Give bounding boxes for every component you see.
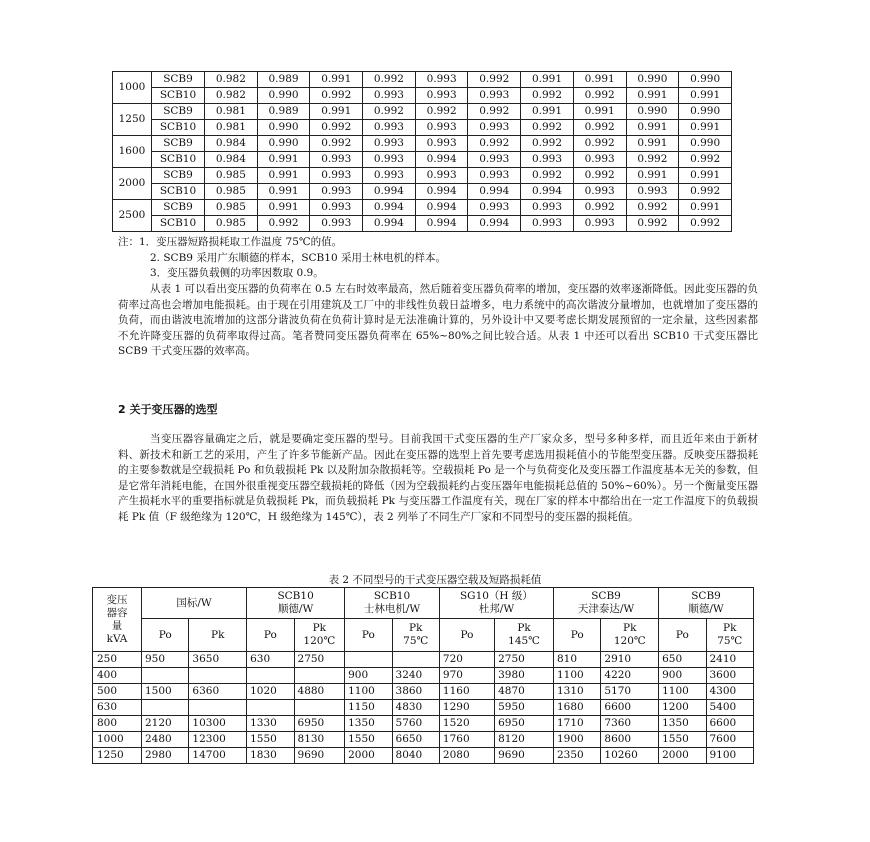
loss-value-cell: 2000	[659, 748, 706, 764]
capacity-cell: 1250	[113, 104, 152, 136]
loss-value-cell: 14700	[189, 748, 247, 764]
efficiency-value-cell: 0.992	[468, 72, 521, 88]
model-cell: SCB10	[152, 216, 205, 232]
loss-value-cell: 2410	[706, 652, 754, 668]
efficiency-value-cell: 0.991	[679, 168, 732, 184]
efficiency-value-cell: 0.982	[205, 72, 258, 88]
loss-value-cell: 3980	[495, 668, 554, 684]
pk-header-cell	[601, 619, 659, 652]
loss-value-cell: 12300	[189, 732, 247, 748]
efficiency-value-cell: 0.990	[626, 72, 679, 88]
efficiency-value-cell: 0.993	[363, 152, 416, 168]
efficiency-value-cell: 0.992	[415, 104, 468, 120]
po-header-cell: Po	[142, 619, 189, 652]
efficiency-value-cell: 0.992	[679, 216, 732, 232]
loss-value-cell: 650	[659, 652, 706, 668]
loss-value-cell: 2080	[439, 748, 494, 764]
efficiency-value-cell: 0.994	[468, 184, 521, 200]
efficiency-value-cell: 0.985	[205, 200, 258, 216]
loss-value-cell	[142, 700, 189, 716]
loss-value-cell: 1830	[247, 748, 294, 764]
model-cell: SCB10	[152, 120, 205, 136]
efficiency-value-cell: 0.994	[521, 184, 574, 200]
loss-value-cell: 1100	[553, 668, 600, 684]
loss-value-cell: 4220	[601, 668, 659, 684]
efficiency-value-cell: 0.992	[573, 120, 626, 136]
po-header-cell: Po	[553, 619, 600, 652]
loss-value-cell	[294, 700, 345, 716]
efficiency-value-cell: 0.994	[415, 200, 468, 216]
paragraph-load-rate: 从表 1 可以看出变压器的负荷率在 0.5 左右时效率最高，然后随着变压器负荷率的增加，变压器的效率逐渐降低。因此变压器的负荷率过高也会增加电能损耗。由于现在引用建筑及工厂中的非线性负载日益增多，电力系统中的高次谐波分量增加，也就增加了变压器的负荷，而由谐波电流增加的这部分谐波负荷在负荷计算时是无法准确计算的，另外设计中又要考虑长期发展预留的一定余量，这些因素都不允许降变压器的负荷率取得过高。笔者赞同变压器负荷率在 65%~80%之间比较合适。从表 1 中还可以看出 SCB10 干式变压器比 SCB9 干式变压器的效率高。	[118, 283, 758, 358]
loss-value-cell: 5170	[601, 684, 659, 700]
efficiency-value-cell: 0.993	[573, 152, 626, 168]
loss-value-cell	[392, 652, 439, 668]
table2-caption: 表 2 不同型号的干式变压器空载及短路损耗值	[328, 574, 542, 586]
loss-value-cell: 1020	[247, 684, 294, 700]
efficiency-value-cell: 0.993	[310, 184, 363, 200]
loss-value-cell: 1520	[439, 716, 494, 732]
efficiency-value-cell: 0.993	[363, 88, 416, 104]
efficiency-value-cell: 0.989	[257, 104, 310, 120]
efficiency-value-cell: 0.994	[363, 216, 416, 232]
loss-value-cell: 900	[345, 668, 392, 684]
pk-label: Pk	[211, 628, 225, 641]
efficiency-value-cell: 0.992	[468, 136, 521, 152]
efficiency-value-cell: 0.991	[521, 104, 574, 120]
loss-value-cell: 3650	[189, 652, 247, 668]
efficiency-value-cell: 0.991	[679, 120, 732, 136]
loss-value-cell: 1330	[247, 716, 294, 732]
efficiency-value-cell: 0.993	[468, 152, 521, 168]
pk-header-cell	[495, 619, 554, 652]
efficiency-value-cell: 0.991	[679, 200, 732, 216]
table-row	[93, 684, 754, 700]
efficiency-value-cell: 0.993	[521, 200, 574, 216]
loss-value-cell	[345, 652, 392, 668]
maker-label: 顺德/W	[688, 603, 724, 615]
loss-value-cell: 5400	[706, 700, 754, 716]
table-row	[113, 216, 732, 232]
efficiency-value-cell: 0.990	[257, 120, 310, 136]
efficiency-value-cell: 0.993	[415, 136, 468, 152]
loss-value-cell: 6950	[495, 716, 554, 732]
efficiency-value-cell: 0.992	[573, 200, 626, 216]
loss-value-cell: 1160	[439, 684, 494, 700]
table-row	[113, 184, 732, 200]
efficiency-value-cell: 0.992	[521, 120, 574, 136]
loss-value-cell: 6950	[294, 716, 345, 732]
loss-value-cell: 7360	[601, 716, 659, 732]
efficiency-value-cell: 0.984	[205, 152, 258, 168]
model-label: SCB10	[373, 590, 411, 602]
loss-value-cell: 630	[247, 652, 294, 668]
po-header-cell: Po	[247, 619, 294, 652]
loss-value-cell: 1150	[345, 700, 392, 716]
efficiency-value-cell: 0.992	[521, 136, 574, 152]
efficiency-value-cell: 0.992	[521, 88, 574, 104]
capacity-cell: 1600	[113, 136, 152, 168]
efficiency-value-cell: 0.990	[679, 104, 732, 120]
loss-value-cell: 5950	[495, 700, 554, 716]
loss-value-cell: 6600	[706, 716, 754, 732]
loss-value-cell: 2910	[601, 652, 659, 668]
efficiency-value-cell: 0.991	[573, 72, 626, 88]
efficiency-value-cell: 0.993	[468, 120, 521, 136]
loss-value-cell: 3240	[392, 668, 439, 684]
loss-value-cell	[294, 668, 345, 684]
loss-value-cell: 3860	[392, 684, 439, 700]
efficiency-value-cell: 0.991	[626, 120, 679, 136]
capacity-cell: 2500	[113, 200, 152, 232]
efficiency-value-cell: 0.991	[257, 184, 310, 200]
pk-header-cell	[392, 619, 439, 652]
table-row	[113, 136, 732, 152]
loss-value-cell: 2350	[553, 748, 600, 764]
efficiency-value-cell: 0.993	[521, 216, 574, 232]
efficiency-value-cell: 0.991	[521, 72, 574, 88]
loss-value-cell: 720	[439, 652, 494, 668]
manufacturer-header-cell	[439, 588, 553, 619]
table-row	[93, 652, 754, 668]
paragraph-selection: 当变压器容量确定之后，就是要确定变压器的型号。目前我国干式变压器的生产厂家众多，型号多种多样，而且近年来由于新材料、新技术和新工艺的采用，产生了许多节能新产品。因此在变压器的选型上首先要考虑选用损耗值小的节能型变压器。反映变压器损耗的主要参数就是空载损耗 Po 和负载损耗 Pk 以及附加杂散损耗等。空载损耗 Po 是一个与负荷变化及变压器工作温度基本无关的参数，但是它常年消耗电能，在国外很重视变压器空载损耗的降低（因为空载损耗约占变压器年电能损耗总值的 50%~60%）。另一个衡量变压器产生损耗水平的重要指标就是负载损耗 Pk，而负载损耗 Pk 与变压器工作温度有关，现在厂家的样本中都给出在一定工作温度下的负载损耗 Pk 值（F 级绝缘为 120℃，H 级绝缘为 145℃），表 2 列举了不同生产厂家和不同型号的变压器的损耗值。	[118, 433, 758, 523]
loss-value-cell	[189, 700, 247, 716]
capacity-cell: 500	[93, 684, 142, 700]
model-cell: SCB10	[152, 88, 205, 104]
loss-value-cell: 950	[142, 652, 189, 668]
po-header-cell: Po	[439, 619, 494, 652]
loss-table	[92, 587, 754, 764]
loss-value-cell: 1290	[439, 700, 494, 716]
efficiency-value-cell: 0.994	[363, 184, 416, 200]
loss-value-cell: 1350	[345, 716, 392, 732]
efficiency-value-cell: 0.982	[205, 88, 258, 104]
loss-value-cell: 2120	[142, 716, 189, 732]
capacity-header-line: 量	[111, 619, 123, 632]
loss-value-cell: 2750	[495, 652, 554, 668]
loss-value-cell: 3600	[706, 668, 754, 684]
model-cell: SCB9	[152, 200, 205, 216]
model-label: SCB9	[591, 590, 621, 602]
efficiency-value-cell: 0.990	[257, 88, 310, 104]
capacity-cell: 400	[93, 668, 142, 684]
loss-value-cell: 2000	[345, 748, 392, 764]
efficiency-value-cell: 0.991	[310, 104, 363, 120]
loss-value-cell: 1550	[345, 732, 392, 748]
pk-header-cell	[189, 619, 247, 652]
loss-value-cell: 7600	[706, 732, 754, 748]
loss-value-cell: 8600	[601, 732, 659, 748]
capacity-cell: 1250	[93, 748, 142, 764]
maker-label: 天津泰达/W	[577, 603, 635, 615]
loss-value-cell: 1100	[659, 684, 706, 700]
efficiency-value-cell: 0.984	[205, 136, 258, 152]
loss-value-cell: 9690	[495, 748, 554, 764]
loss-value-cell	[247, 700, 294, 716]
loss-value-cell: 900	[659, 668, 706, 684]
table-row	[113, 104, 732, 120]
efficiency-value-cell: 0.991	[626, 136, 679, 152]
table-notes	[118, 235, 758, 282]
loss-value-cell: 1760	[439, 732, 494, 748]
pk-label: Pk	[409, 622, 423, 634]
efficiency-table	[112, 71, 732, 232]
efficiency-value-cell: 0.993	[573, 184, 626, 200]
table-row	[93, 700, 754, 716]
loss-value-cell: 1100	[345, 684, 392, 700]
model-label: 国标/W	[176, 596, 212, 609]
efficiency-value-cell: 0.985	[205, 184, 258, 200]
efficiency-value-cell: 0.992	[573, 88, 626, 104]
loss-value-cell: 1550	[247, 732, 294, 748]
table-subheader-row	[93, 619, 754, 652]
efficiency-value-cell: 0.989	[257, 72, 310, 88]
manufacturer-header-cell	[345, 588, 440, 619]
capacity-cell: 630	[93, 700, 142, 716]
loss-value-cell: 9690	[294, 748, 345, 764]
efficiency-value-cell: 0.981	[205, 120, 258, 136]
capacity-header-line: 变压	[106, 593, 128, 606]
loss-value-cell: 6360	[189, 684, 247, 700]
efficiency-value-cell: 0.994	[415, 216, 468, 232]
table-row	[113, 200, 732, 216]
table-row	[93, 668, 754, 684]
po-header-cell: Po	[345, 619, 392, 652]
efficiency-value-cell: 0.993	[468, 88, 521, 104]
table-row	[93, 716, 754, 732]
efficiency-value-cell: 0.993	[310, 168, 363, 184]
loss-value-cell: 8120	[495, 732, 554, 748]
manufacturer-header-cell	[553, 588, 658, 619]
note-2: 2. SCB9 采用广东顺德的样本，SCB10 采用士林电机的样本。	[150, 251, 446, 264]
efficiency-value-cell: 0.993	[363, 168, 416, 184]
efficiency-value-cell: 0.991	[626, 168, 679, 184]
loss-value-cell: 1310	[553, 684, 600, 700]
efficiency-value-cell: 0.985	[205, 168, 258, 184]
model-cell: SCB9	[152, 168, 205, 184]
efficiency-value-cell: 0.981	[205, 104, 258, 120]
efficiency-value-cell: 0.993	[573, 216, 626, 232]
capacity-header-line: 器容	[106, 606, 128, 619]
pk-header-cell	[294, 619, 345, 652]
loss-value-cell: 1680	[553, 700, 600, 716]
model-cell: SCB10	[152, 184, 205, 200]
efficiency-value-cell: 0.990	[679, 136, 732, 152]
efficiency-value-cell: 0.985	[205, 216, 258, 232]
manufacturer-header-cell	[659, 588, 754, 619]
loss-value-cell: 970	[439, 668, 494, 684]
efficiency-value-cell: 0.991	[679, 88, 732, 104]
table-row	[113, 72, 732, 88]
table-row	[113, 168, 732, 184]
loss-value-cell: 8130	[294, 732, 345, 748]
model-cell: SCB9	[152, 136, 205, 152]
model-label: SCB10	[277, 590, 314, 602]
loss-value-cell	[247, 668, 294, 684]
loss-value-cell	[189, 668, 247, 684]
efficiency-value-cell: 0.993	[310, 216, 363, 232]
loss-value-cell: 10260	[601, 748, 659, 764]
efficiency-value-cell: 0.992	[626, 152, 679, 168]
efficiency-value-cell: 0.994	[468, 216, 521, 232]
loss-value-cell: 2480	[142, 732, 189, 748]
efficiency-value-cell: 0.991	[257, 168, 310, 184]
loss-value-cell: 1350	[659, 716, 706, 732]
pk-label: Pk	[723, 622, 737, 634]
model-cell: SCB9	[152, 104, 205, 120]
table-row	[113, 120, 732, 136]
efficiency-value-cell: 0.992	[310, 120, 363, 136]
efficiency-value-cell: 0.992	[626, 216, 679, 232]
loss-value-cell: 5760	[392, 716, 439, 732]
loss-value-cell: 2980	[142, 748, 189, 764]
efficiency-value-cell: 0.991	[257, 152, 310, 168]
capacity-cell: 1000	[93, 732, 142, 748]
efficiency-value-cell: 0.992	[310, 88, 363, 104]
efficiency-value-cell: 0.993	[310, 200, 363, 216]
capacity-header-cell	[93, 588, 142, 652]
efficiency-value-cell: 0.991	[573, 104, 626, 120]
loss-value-cell: 1200	[659, 700, 706, 716]
loss-value-cell: 4870	[495, 684, 554, 700]
loss-value-cell: 6600	[601, 700, 659, 716]
loss-value-cell: 4880	[294, 684, 345, 700]
pk-label: Pk	[517, 622, 531, 634]
section-heading: 2 关于变压器的选型	[118, 403, 218, 416]
note-3: 3．变压器负载侧的功率因数取 0.9。	[150, 267, 324, 279]
loss-value-cell: 810	[553, 652, 600, 668]
loss-value-cell: 10300	[189, 716, 247, 732]
efficiency-value-cell: 0.993	[626, 184, 679, 200]
efficiency-value-cell: 0.993	[363, 120, 416, 136]
table-row	[93, 732, 754, 748]
efficiency-value-cell: 0.994	[415, 184, 468, 200]
efficiency-value-cell: 0.992	[521, 168, 574, 184]
efficiency-value-cell: 0.992	[363, 72, 416, 88]
efficiency-value-cell: 0.994	[363, 200, 416, 216]
pk-temperature-label: 75℃	[403, 635, 429, 647]
note-1: 注：1．变压器短路损耗取工作温度 75℃的值。	[118, 236, 343, 248]
efficiency-value-cell: 0.993	[468, 200, 521, 216]
model-label: SCB9	[691, 590, 721, 602]
table-row	[113, 88, 732, 104]
manufacturer-header-cell	[247, 588, 345, 619]
pk-label: Pk	[623, 622, 637, 634]
pk-header-cell	[706, 619, 754, 652]
pk-label: Pk	[312, 622, 327, 634]
loss-value-cell: 4830	[392, 700, 439, 716]
po-header-cell: Po	[659, 619, 706, 652]
loss-value-cell: 2750	[294, 652, 345, 668]
loss-value-cell: 9100	[706, 748, 754, 764]
efficiency-value-cell: 0.993	[521, 152, 574, 168]
maker-label: 士林电机/W	[363, 603, 421, 615]
efficiency-value-cell: 0.992	[310, 136, 363, 152]
efficiency-value-cell: 0.993	[363, 136, 416, 152]
efficiency-value-cell: 0.992	[626, 200, 679, 216]
efficiency-value-cell: 0.991	[626, 88, 679, 104]
efficiency-value-cell: 0.992	[573, 136, 626, 152]
loss-value-cell	[142, 668, 189, 684]
table-row	[93, 748, 754, 764]
pk-temperature-label: 145℃	[508, 635, 540, 647]
loss-value-cell: 1550	[659, 732, 706, 748]
pk-temperature-label: 75℃	[717, 635, 743, 647]
table-header-row	[93, 588, 754, 619]
efficiency-value-cell: 0.993	[468, 168, 521, 184]
loss-value-cell: 1710	[553, 716, 600, 732]
manufacturer-header-cell	[142, 588, 247, 619]
efficiency-value-cell: 0.991	[257, 200, 310, 216]
efficiency-value-cell: 0.992	[679, 152, 732, 168]
loss-value-cell: 1500	[142, 684, 189, 700]
loss-value-cell: 8040	[392, 748, 439, 764]
efficiency-value-cell: 0.993	[415, 88, 468, 104]
loss-value-cell: 1900	[553, 732, 600, 748]
loss-value-cell: 6650	[392, 732, 439, 748]
efficiency-value-cell: 0.993	[415, 120, 468, 136]
model-label: SG10（H 级）	[459, 590, 533, 602]
table-row	[113, 152, 732, 168]
model-cell: SCB9	[152, 72, 205, 88]
efficiency-value-cell: 0.992	[468, 104, 521, 120]
efficiency-value-cell: 0.992	[257, 216, 310, 232]
capacity-cell: 2000	[113, 168, 152, 200]
capacity-cell: 1000	[113, 72, 152, 104]
efficiency-value-cell: 0.993	[415, 168, 468, 184]
efficiency-value-cell: 0.993	[415, 72, 468, 88]
efficiency-value-cell: 0.991	[310, 72, 363, 88]
maker-label: 杜邦/W	[478, 603, 515, 615]
efficiency-value-cell: 0.992	[573, 168, 626, 184]
efficiency-value-cell: 0.990	[679, 72, 732, 88]
capacity-header-line: kVA	[106, 632, 128, 645]
efficiency-value-cell: 0.993	[310, 152, 363, 168]
maker-label: 顺德/W	[277, 603, 314, 615]
efficiency-value-cell: 0.990	[626, 104, 679, 120]
model-cell: SCB10	[152, 152, 205, 168]
pk-temperature-label: 120℃	[303, 635, 336, 647]
capacity-cell: 800	[93, 716, 142, 732]
efficiency-value-cell: 0.990	[257, 136, 310, 152]
efficiency-value-cell: 0.992	[363, 104, 416, 120]
loss-value-cell: 4300	[706, 684, 754, 700]
capacity-cell: 250	[93, 652, 142, 668]
pk-temperature-label: 120℃	[613, 635, 646, 647]
efficiency-value-cell: 0.992	[679, 184, 732, 200]
efficiency-value-cell: 0.994	[415, 152, 468, 168]
